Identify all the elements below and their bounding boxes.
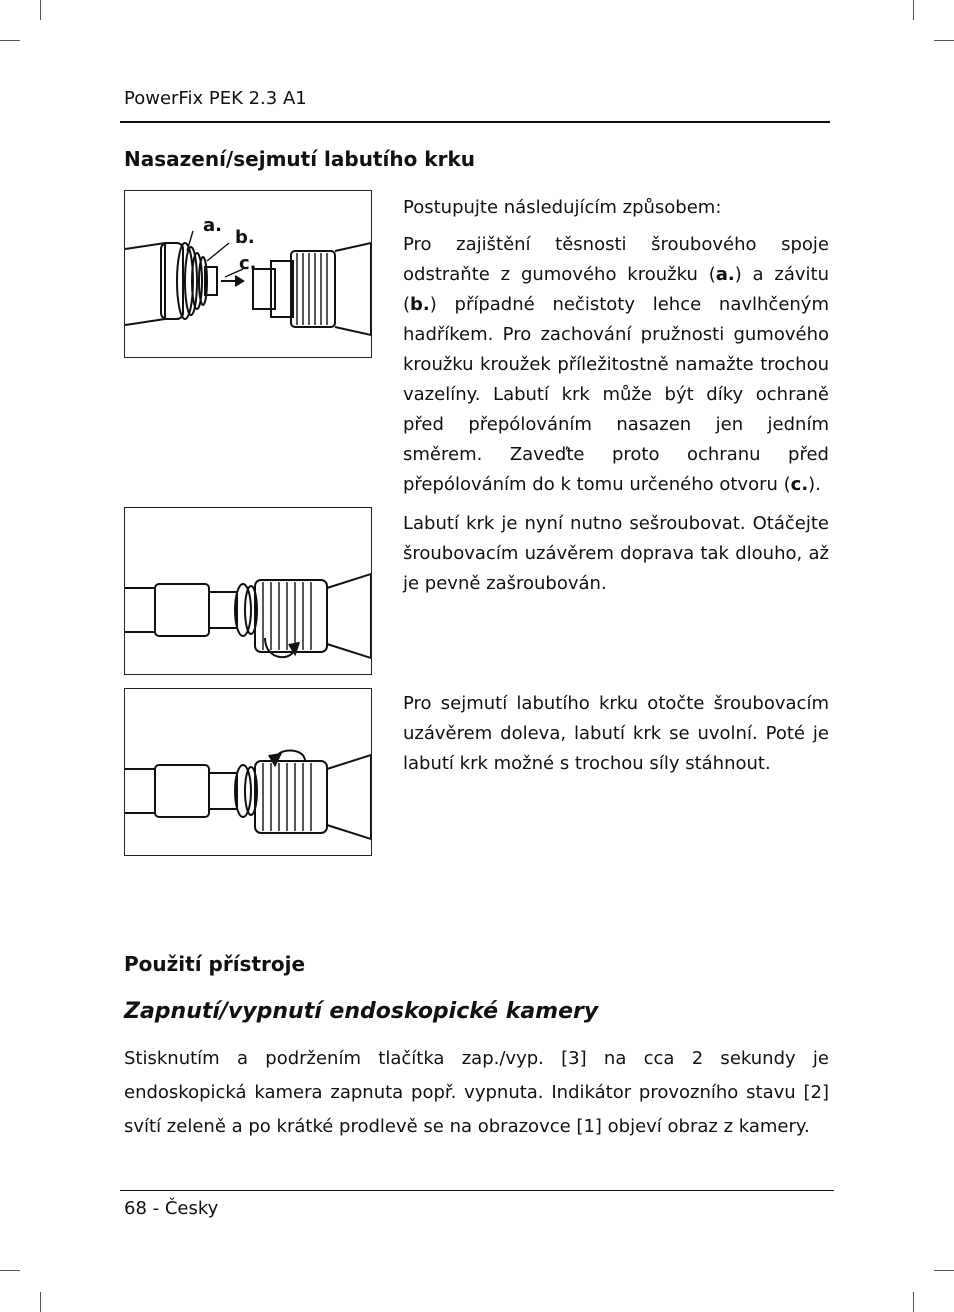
label-c: c.	[239, 253, 257, 274]
figure-gooseneck-remove	[124, 688, 372, 856]
figure-gooseneck-attach	[124, 190, 372, 358]
crop-mark	[934, 40, 954, 41]
subheading-power: Zapnutí/vypnutí endoskopické kamery	[124, 999, 599, 1024]
page-footer: 68 - Česky	[124, 1198, 219, 1219]
running-header: PowerFix PEK 2.3 A1	[124, 88, 307, 109]
label-a: a.	[203, 215, 222, 236]
crop-mark	[0, 1270, 20, 1271]
screw-on-text: Labutí krk je nyní nutno sešroubovat. Otáčejte šroubovacím uzávěrem doprava tak dlouho, až je pevně zašroubován.	[403, 513, 829, 594]
crop-mark	[913, 0, 914, 20]
section-heading-usage: Použití přístroje	[124, 952, 306, 976]
label-b: b.	[235, 227, 255, 248]
crop-mark	[913, 1292, 914, 1312]
crop-mark	[40, 1292, 41, 1312]
gooseneck-cleaning-text: Pro zajištění těsnosti šroubového spoje odstraňte z gumového kroužku (a.) a závitu (b.) případné nečistoty lehce navlhčeným hadříkem. Pro zachování pružnosti gumového kroužku kroužek příležitostně namažte trochou vazelíny. Labutí krk může být díky ochraně před přepólováním nasazen jen jedním směrem. Zaveďte proto ochranu před přepólováním do k tomu určeného otvoru (c.).	[403, 234, 829, 495]
remove-text: Pro sejmutí labutího krku otočte šroubovacím uzávěrem doleva, labutí krk se uvolní. Poté je labutí krk možné s trochou síly stáhnout.	[403, 693, 829, 774]
power-on-off-text: Stisknutím a podržením tlačítka zap./vyp. [3] na cca 2 sekundy je endoskopická kamera zapnuta popř. vypnuta. Indikátor provozního stavu [2] svítí zeleně a po krátké prodlevě se na obrazovce [1] objeví obraz z kamery.	[124, 1048, 829, 1137]
section-heading-gooseneck: Nasazení/sejmutí labutího krku	[124, 147, 475, 171]
crop-mark	[40, 0, 41, 20]
gooseneck-attach-illustration	[125, 191, 371, 357]
gooseneck-screw-on-illustration	[125, 508, 371, 674]
intro-text: Postupujte následujícím způsobem:	[403, 197, 722, 218]
header-rule	[120, 121, 830, 123]
figure-gooseneck-screw-on	[124, 507, 372, 675]
footer-rule	[120, 1190, 834, 1191]
crop-mark	[0, 40, 20, 41]
gooseneck-remove-illustration	[125, 689, 371, 855]
crop-mark	[934, 1270, 954, 1271]
